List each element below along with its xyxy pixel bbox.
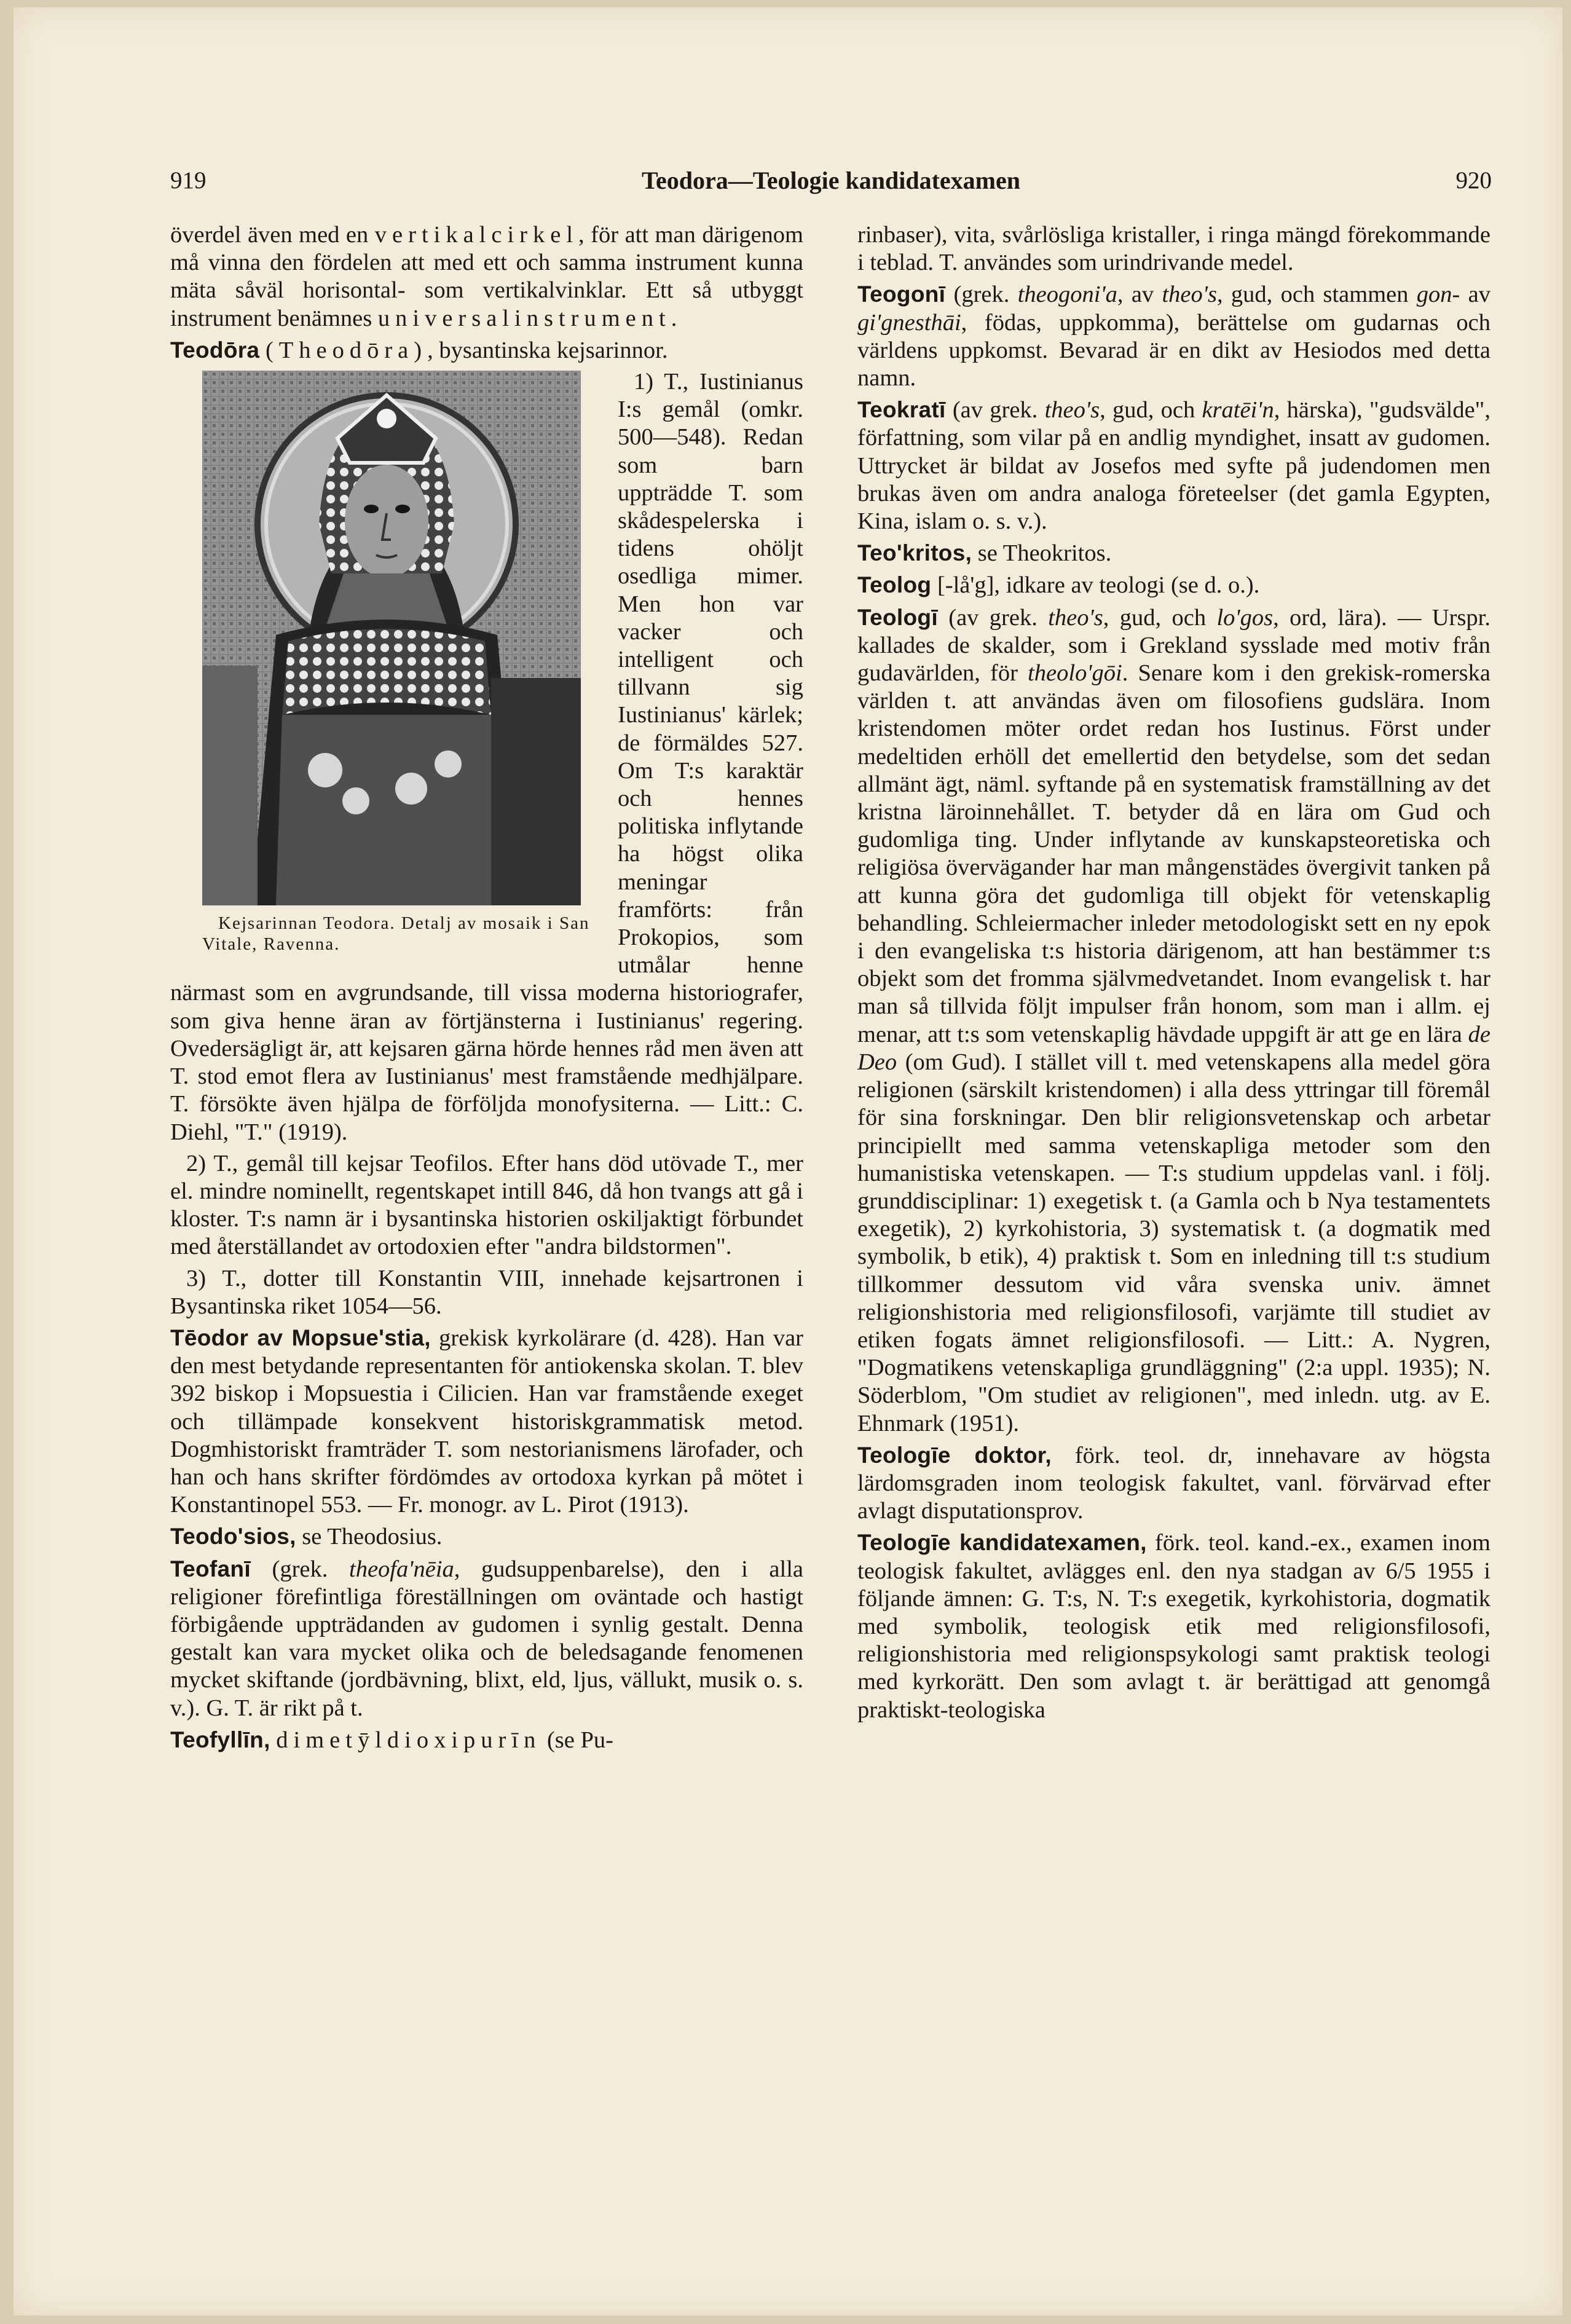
entry-continuation: rinbaser), vita, svårlösliga kristaller, i ringa mängd förekommande i teblad. T. användes som urindrivande medel.: [857, 222, 1490, 276]
page-header: [170, 162, 1492, 199]
headword: Teofanī: [170, 1556, 251, 1582]
entry-teofani: Teofanī (grek. theofa'nēia, gudsuppenbarelse), den i alla religioner förefintliga föreställningen om oväntade och hastigt förbigående uppträdanden av gudomen i synlig gestalt. Denna gestalt kan vara mycket olika och de beledsagande fenomenen mycket skiftande (jordbävning, blixt, eld, ljus, vällukt, musik o. s. v.). G. T. är rikt på t.: [170, 1556, 803, 1721]
entry-continuation: överdel även med en vertikalcirkel, för att man därigenom må vinna den fördelen att med ett och samma instrument kunna mäta såväl horisontal- som vertikalvinklar. Ett så utbyggt instrument benämnes universalinstrument.: [170, 222, 803, 331]
right-column: [857, 221, 1490, 1724]
empress-theodora-mosaic-image: [202, 371, 581, 905]
entry-teodora-2: 2) T., gemål till kejsar Teofilos. Efter hans död utövade T., mer el. mindre nominellt, regentskapet intill 846, då hon tvangs att gå i kloster. T:s namn är i bysantinska historien oskiljaktigt förbundet med återställandet av ortodoxien efter "andra bildstormen".: [170, 1150, 803, 1260]
entry-teodora-1: Kejsarinnan Teodora. Detalj av mosaik i San Vitale, Ravenna. 1) T., Iustinianus I:s gemål (omkr. 500—548). Redan som barn uppträdde T. som skådespelerska i tidens ohöljt osedliga mimer. Men hon var vacker och intelligent och tillvann sig Iustinianus' kärlek; de förmäldes 527. Om T:s karaktär och hennes politiska inflytande ha högst olika meningar framförts: från Prokopios, som utmålar henne närmast som en avgrundsande, till vissa moderna historiografer, som giva henne äran av förtjänsterna i Iustinianus' regering. Ovedersägligt är, att kejsaren gärna hörde hennes råd men även att T. stod emot flera av Iustinianus' mest framstående medhjälpare. T. försökte även hjälpa de förföljda monofysiterna. — Litt.: C. Diehl, "T." (1919).: [170, 369, 803, 1145]
entry-teodora: Teodōra (Theodōra), bysantinska kejsarinnor.: [170, 337, 668, 363]
headword: Teogonī: [857, 282, 946, 307]
entry-teodosios: Teodo'sios, se Theodosius.: [170, 1524, 443, 1550]
entry-teodor: Tēodor av Mopsue'stia, grekisk kyrkolärare (d. 428). Han var den mest betydande representanten för antiokenska skolan. T. blev 392 biskop i Mopsuestia i Cilicien. Han var framstående exeget och tillämpade konsekvent historiskgrammatisk metod. Dogmhistoriskt framträder T. som nestorianismens lärofader, och han och hans skrifter fördömdes av ortodoxa kyrkan på mötet i Konstantinopel 553. — Fr. monogr. av L. Pirot (1913).: [170, 1325, 803, 1518]
headword: Teofyllīn,: [170, 1727, 270, 1752]
headword: Teodōra: [170, 337, 260, 363]
mosaic-figure: [170, 371, 600, 955]
page-number-right: 920: [1455, 167, 1492, 194]
entry-teologie-kandidatexamen: Teologīe kandidatexamen, förk. teol. kand.-ex., examen inom teologisk fakultet, avlägges enl. den nya stadgan av 6/5 1955 i följande ämnen: G. T:s, N. T:s exegetik, kyrkohistoria, dogmatik med symbolik, teologisk etik med religionsfilosofi, religionshistoria med religionspsykologi samt praktisk teologi med kyrkorätt. Den som avlagt t. är berättigad att genomgå praktiskt-teologiska: [857, 1530, 1490, 1723]
headword: Teologī: [857, 604, 938, 630]
headword: Teokratī: [857, 397, 946, 423]
encyclopedia-page: [14, 7, 1562, 2315]
entry-teologie-doktor: Teologīe doktor, förk. teol. dr, innehavare av högsta lärdomsgraden inom teologisk fakultet, vanl. förvärvad efter avlagt disputationsprov.: [857, 1442, 1490, 1524]
headword: Teo'kritos,: [857, 540, 972, 566]
entry-teodora-3: 3) T., dotter till Konstantin VIII, innehade kejsartronen i Bysantinska riket 1054—56.: [170, 1265, 803, 1319]
entry-teologi: Teologī (av grek. theo's, gud, och lo'gos, ord, lära). — Urspr. kallades de skalder, som i Grekland sysslade med motiv från gudavärlden, för theolo'gōi. Senare kom i den grekisk-romerska världen t. att användas även om filosofiens gudslära. Inom kristendomen möter ordet redan hos Iustinus. Först under medeltiden erhöll det emellertid den betydelse, som det sedan allmänt ägt, näml. syftande på en systematisk framställning av det kristna läroinnehållet. T. betyder då en lära om Gud och gudomliga ting. Under inflytande av kunskapsteoretiska och religiösa övervägander har man mångenstädes övergivit tanken på att kunna göra det gudomliga till objekt för vetenskaplig behandling. Schleiermacher inleder metodologiskt sett en ny epok i den evangeliska t:s historia därigenom, att han bestämmer t:s objekt som det fromma självmedvetandet. Inom evangelisk t. har man så tillvida följt impulser från honom, som man i allm. ej menar, att t:s som vetenskaplig hävdade uppgift är att ge en lära de Deo (om Gud). I stället vill t. med vetenskapens alla medel göra religionen (särskilt kristendomen) i alla dess yttringar till föremål för sina forskningar. Den blir religionsvetenskap och arbetar principiellt med samma vetenskapliga metoder som den humanistiska vetenskapen. — T:s studium uppdelas vanl. i följ. grunddisciplinar: 1) exegetisk t. (a Gamla och b Nya testamentets exegetik), 2) kyrkohistoria, 3) systematisk t. (a dogmatik med symbolik, b etik), 4) praktisk t. Som en inledning till t:s studium tillkommer dessutom vid våra svenska univ. ämnet religionshistoria med religionsfilosofi, varjämte till studiet av etiken fogats ämnet religionsfilosofi. — Litt.: A. Nygren, "Dogmatikens vetenskapliga grundläggning" (2:a uppl. 1935); N. Söderblom, "Om studiet av religionen", med inledn. utg. av E. Ehnmark (1951).: [857, 604, 1491, 1436]
entry-teolog: Teolog [-lå'g], idkare av teologi (se d. o.).: [857, 572, 1260, 599]
headword: Tēodor av Mopsue'stia,: [170, 1325, 431, 1350]
headword: Teologīe doktor,: [857, 1442, 1052, 1468]
entry-teogoni: Teogonī (grek. theogoni'a, av theo's, gud, och stammen gon- av gi'gnesthāi, födas, uppkomma), berättelse om gudarnas och världens uppkomst. Bevarad är en dikt av Hesiodos med detta namn.: [857, 282, 1491, 392]
running-title: Teodora—Teologie kandidatexamen: [642, 167, 1020, 194]
headword: Teolog: [857, 572, 932, 598]
headword: Teologīe kandidatexamen,: [857, 1530, 1147, 1556]
entry-teofyllin: Teofyllīn, dimetȳldioxipurīn (se Pu-: [170, 1727, 613, 1753]
figure-caption: Kejsarinnan Teodora. Detalj av mosaik i San Vitale, Ravenna.: [202, 913, 590, 955]
entry-teokritos: Teo'kritos, se Theokritos.: [857, 540, 1112, 567]
page-number-left: 919: [170, 167, 207, 194]
headword: Teodo'sios,: [170, 1524, 296, 1550]
entry-teokrati: Teokratī (av grek. theo's, gud, och kratēi'n, härska), "gudsvälde", författning, som vilar på en andlig myndighet, insatt av gudomen. Uttrycket är bildat av Josefos med syfte på judendomen men brukas även om andra analoga företeelser (det gamla Egypten, Kina, islam o. s. v.).: [857, 397, 1490, 535]
left-column: [170, 221, 803, 1754]
